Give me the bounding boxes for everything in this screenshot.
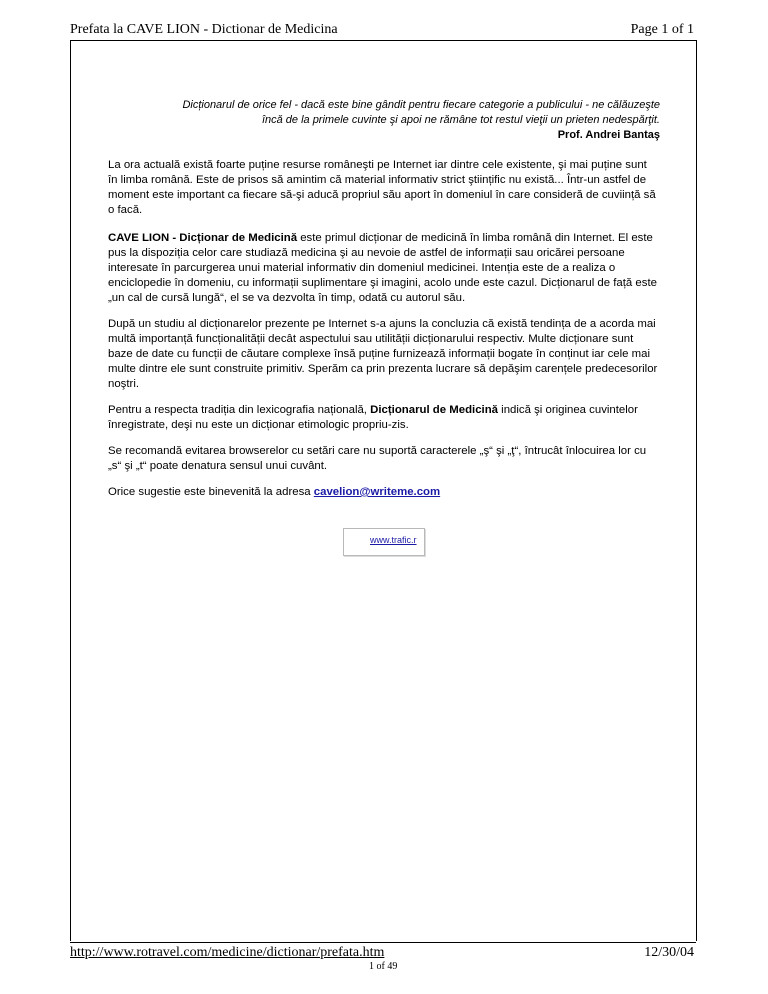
epigraph-quote [100, 98, 660, 143]
paragraph-intro: La ora actuală există foarte puține resurse româneşti pe Internet iar dintre cele existente, şi mai puține sunt în limba română. Este de prisos să amintim că material informativ strict ştiințific nu există... Într-un astfel de moment este important ca fiecare să-şi aducă propriul său aport în domeniul în care consideră de cuviință să o facă. [108, 159, 656, 216]
page-header [70, 22, 696, 40]
email-link[interactable]: cavelion@writeme.com [313, 486, 441, 498]
traffic-counter-link[interactable]: www.trafic.r [370, 535, 417, 545]
contact-text: Orice sugestie este binevenită la adresa [108, 486, 314, 498]
dictionary-name-bold: Dicționarul de Medicină [370, 404, 498, 416]
source-url-link[interactable]: http://www.rotravel.com/medicine/dictionar/prefata.htm [70, 945, 385, 960]
paragraph-about [108, 231, 658, 306]
paragraph-tradition [108, 403, 658, 433]
quote-line-2: încă de la primele cuvinte şi apoi ne rămâne tot restul vieţii un prieten nedespărţit. [261, 114, 660, 126]
paragraph-study: După un studiu al dicționarelor prezente pe Internet s-a ajuns la concluzia că există tendința de a acorda mai multă importanță funcționalității decât aspectului sau utilității dicționarului respectiv. Multe dicționare sunt baze de date cu funcții de căutare complexe însă puține furnizează informații bogate în conținut iar cele mai multe dintre ele sunt construite primitiv. Sperăm ca prin prezenta lucrare să depăşim carențele predecesorilor noştri. [108, 318, 658, 390]
paragraph-browsers: Se recomandă evitarea browserelor cu setări care nu suportă caracterele „ş“ şi „ţ“, întrucât înlocuirea lor cu „s“ şi „t“ poate denatura sensul unui cuvânt. [108, 445, 647, 472]
print-date: 12/30/04 [644, 945, 694, 960]
main-content [108, 158, 658, 511]
paragraph-contact [108, 485, 658, 500]
dictionary-name: CAVE LION - Dicționar de Medicină [108, 232, 298, 244]
paragraph-about-text: este primul dicționar de medicină în limba română din Internet. El este pus la dispoziția celor care studiază medicina şi au nevoie de astfel de informații sau oricărei persoane interesate în parcurgerea unui material informativ din domeniul medicinei. Intenția este de a realiza o enciclopedie în domeniu, cu informații suplimentare şi imagini, acolo unde este cazul. Dicționarul de față este „un cal de cursă lungă“, el se va dezvolta în timp, odată cu autorul său. [108, 232, 657, 304]
page-indicator: Page 1 of 1 [630, 22, 694, 37]
traffic-counter-badge[interactable] [343, 528, 425, 556]
paragraph-tradition-post: indică şi originea cuvintelor înregistrate, deşi nu este un dicționar etimologic propriu-zis. [108, 404, 638, 431]
paragraph-tradition-pre: Pentru a respecta tradiția din lexicografia națională, [108, 404, 371, 416]
quote-line-1: Dicționarul de orice fel - dacă este bine gândit pentru fiecare categorie a publicului - ne călăuzeşte [182, 99, 660, 111]
document-title: Prefata la CAVE LION - Dictionar de Medicina [70, 22, 338, 37]
quote-author: Prof. Andrei Bantaş [557, 129, 660, 141]
page-count: 1 of 49 [369, 961, 398, 972]
